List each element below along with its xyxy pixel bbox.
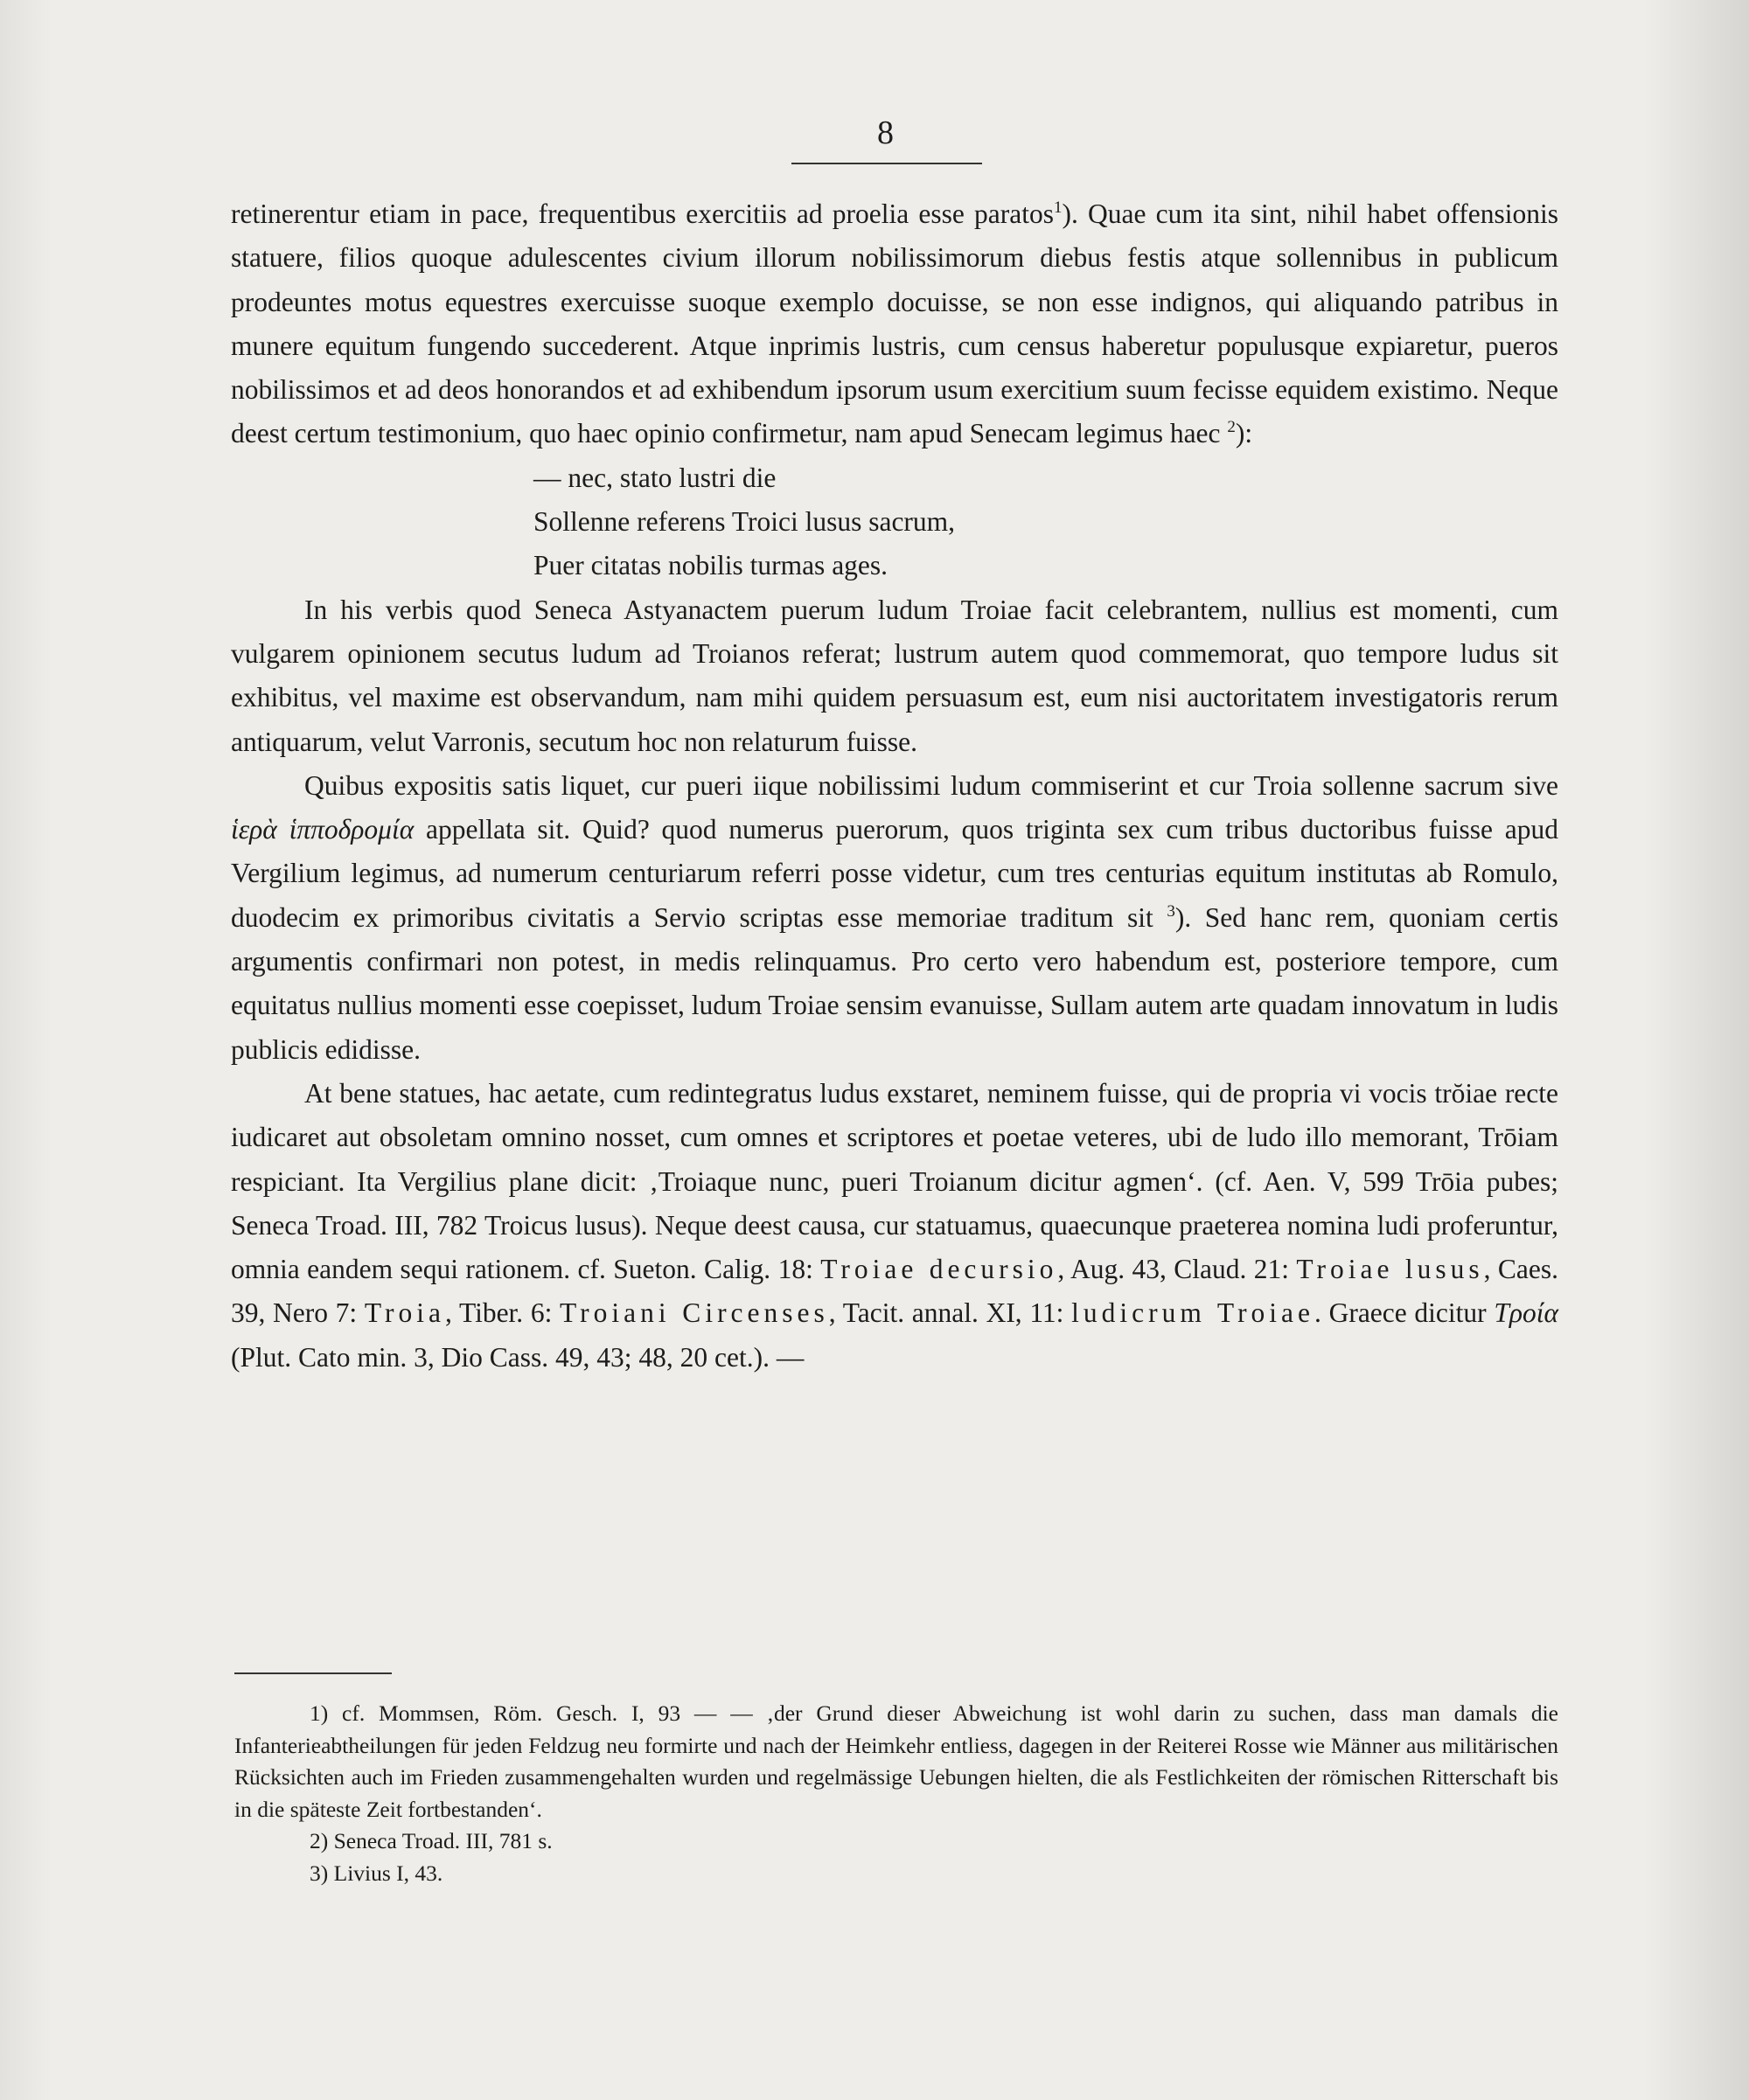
spaced-term: Troiani Circenses — [560, 1297, 829, 1329]
paragraph-4-text-f: . Graece dicitur — [1314, 1297, 1487, 1329]
footnote-ref-2[interactable]: 2 — [1227, 418, 1236, 437]
verse-line: — nec, stato lustri die — [533, 462, 777, 493]
paragraph-1 — [231, 192, 1558, 456]
paragraph-1-text-b: ). Quae cum ita sint, nihil habet offensionis statuere, filios quoque adulescentes civium illorum nobilissimorum diebus festis atque sollennibus in publicum prodeuntes motus equestres exercuisse suoque exemplo docuisse, se non esse indignos, qui aliquando patribus in munere equitum fungendo succederent. Atque inprimis lustris, cum census haberetur populusque expiaretur, pueros nobilissimos et ad deos honorandos et ad exhibendum ipsorum usum exercitium suum fecisse equidem existimo. Neque deest certum testimonium, quo haec opinio confirmetur, nam apud Senecam legimus haec — [231, 198, 1558, 449]
footnote-ref-3[interactable]: 3 — [1167, 901, 1175, 921]
paragraph-2: In his verbis quod Seneca Astyanactem puerum ludum Troiae facit celebrantem, nullius est momenti, cum vulgarem opinionem secutus ludum ad Troianos referat; lustrum autem quod commemorat, quo tempore ludus sit exhibitus, vel maxime est observandum, nam mihi quidem persuasum est, eum nisi auctoritatem investigatoris rerum antiquarum, velut Varronis, secutum hoc non relaturum fuisse. — [231, 594, 1558, 757]
paragraph-4-text-d: , Tiber. 6: — [444, 1297, 553, 1329]
footnote-rule — [234, 1672, 392, 1674]
verse-line: Puer citatas nobilis turmas ages. — [533, 550, 888, 581]
header-rule — [791, 163, 982, 164]
footnotes — [234, 1698, 1558, 1889]
paragraph-4-text-c: , Caes. 39, Nero 7: — [231, 1254, 1558, 1329]
paragraph-4-text-g: (Plut. Cato min. 3, Dio Cass. 49, 43; 48, 20 cet.). — — [231, 1341, 805, 1373]
page-number: 8 — [877, 115, 894, 151]
verse-line: Sollenne referens Troici lusus sacrum, — [533, 506, 956, 538]
spaced-term: Troiae lusus — [1296, 1254, 1484, 1285]
paragraph-3-text-c: ). Sed hanc rem, quoniam certis argumentis confirmari non potest, in medis relinquamus. Pro certo vero habendum est, posteriore tempore, cum equitatus nullius momenti esse coepisset, ludum Troiae sensim evanuisse, Sullam autem arte quadam innovatum in ludis publicis edidisse. — [231, 901, 1559, 1065]
paragraph-4-text-b: , Aug. 43, Claud. 21: — [1057, 1254, 1289, 1285]
footnote-ref-1[interactable]: 1 — [1054, 198, 1063, 217]
paragraph-4 — [231, 1072, 1558, 1380]
spaced-term: Troia — [364, 1297, 445, 1329]
verse-quotation — [533, 456, 1558, 588]
footnote-1: 1) cf. Mommsen, Röm. Gesch. I, 93 — — ‚der Grund dieser Abweichung ist wohl darin zu suchen, dass man damals die Infanterieabtheilungen für jeden Feldzug neu formirte und nach der Heimkehr entliess, dagegen in der Reiterei Rosse wie Männer aus militärischen Rücksichten auch im Frieden zusammengehalten wurden und regelmässige Uebungen hielten, die als Festlichkeiten der römischen Ritterschaft bis in die späteste Zeit fortbestanden‘. — [234, 1700, 1558, 1822]
paragraph-3-text-b: appellata sit. Quid? quod numerus puerorum, quos triginta sex cum tribus ductoribus fuisse apud Vergilium legimus, ad numerum centuriarum referri posse videtur, cum tres centurias equitum institutas ab Romulo, duodecim ex primoribus civitatis a Servio scriptas esse memoriae traditum sit — [231, 814, 1559, 933]
paragraph-4-text-a: At bene statues, hac aetate, cum redintegratus ludus exstaret, neminem fuisse, qui de propria vi vocis trŏiae recte iudicaret aut obsoletam omnino nosset, cum omnes et scriptores et poetae veteres, ubi de ludo illo memorant, Trōiam respiciant. Ita Vergilius plane dicit: ‚Troiaque nunc, pueri Troianum dicitur agmen‘. (cf. Aen. V, 599 Trōia pubes; Seneca Troad. III, 782 Troicus lusus). Neque deest causa, cur statuamus, quaecunque praeterea nomina ludi proferuntur, omnia eandem sequi rationem. cf. Sueton. Calig. 18: — [231, 1077, 1558, 1285]
greek-word: Τροία — [1494, 1297, 1558, 1329]
greek-phrase: ἱερὰ ἱπποδρομία — [231, 814, 415, 845]
spaced-term: ludicrum Troiae — [1071, 1297, 1315, 1329]
paragraph-4-text-e: , Tacit. annal. XI, 11: — [828, 1297, 1064, 1329]
paragraph-1-text-c: ): — [1235, 418, 1253, 449]
footnote-3: 3) Livius I, 43. — [310, 1860, 443, 1886]
paragraph-3 — [231, 764, 1558, 1072]
footnote-2: 2) Seneca Troad. III, 781 s. — [310, 1828, 553, 1853]
spaced-term: Troiae decursio — [820, 1254, 1058, 1285]
paragraph-3-text-a: Quibus expositis satis liquet, cur pueri iique nobilissimi ludum commiserint et cur Troia sollenne sacrum sive — [304, 769, 1558, 801]
main-text — [231, 192, 1558, 1380]
paragraph-1-text-a: retinerentur etiam in pace, frequentibus exercitiis ad proelia esse paratos — [231, 198, 1054, 229]
